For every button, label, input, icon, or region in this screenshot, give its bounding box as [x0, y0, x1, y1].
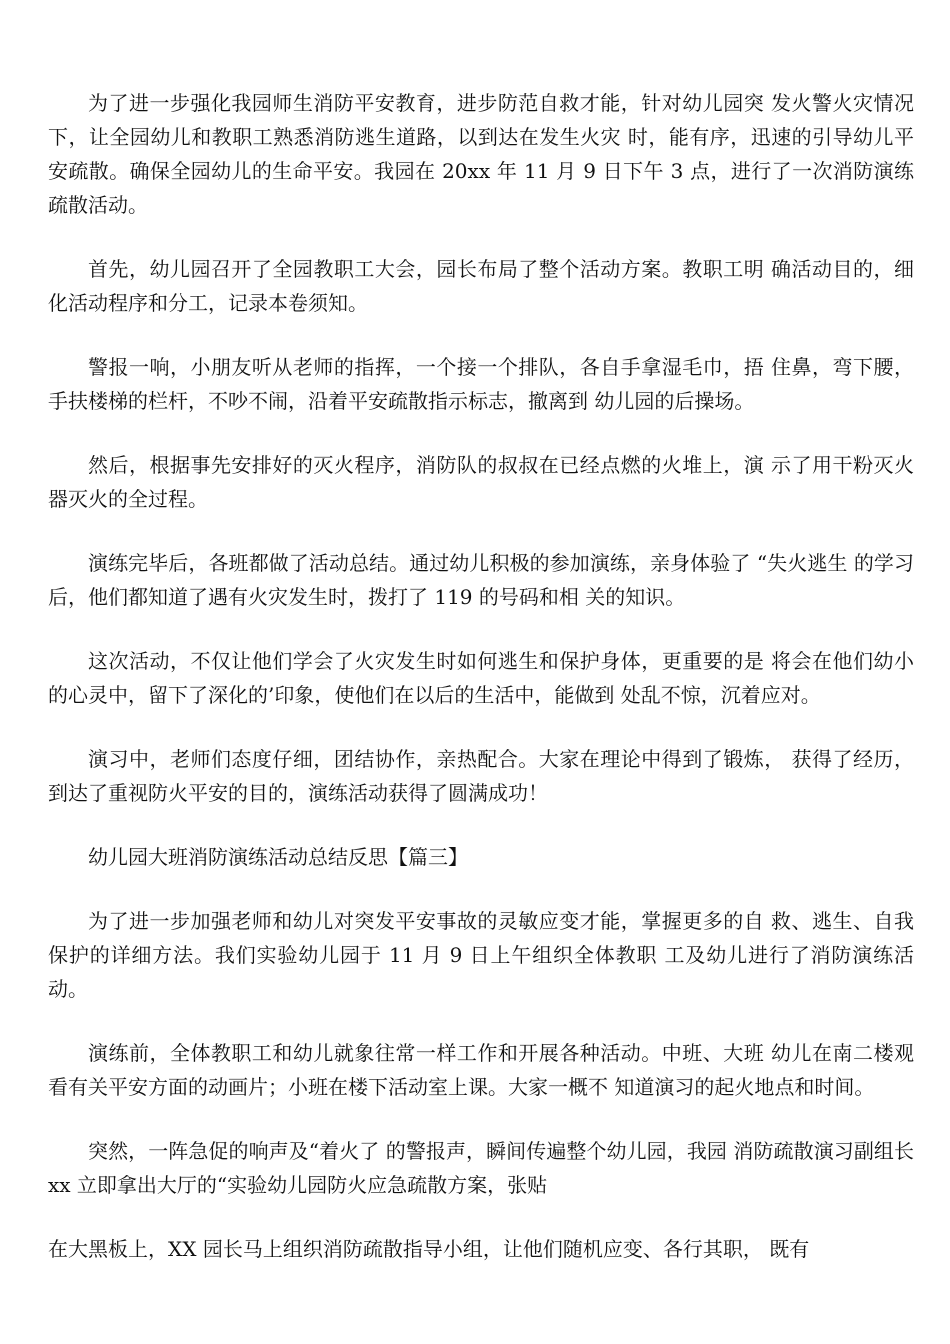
paragraph-summary: 演练完毕后，各班都做了活动总结。通过幼儿积极的参加演练，亲身体验了 “失火逃生 的学习后，他们都知道了遇有火灾发生时，拨打了 119 的号码和相 关的知识。 [48, 551, 914, 609]
paragraph-part3-intro: 为了进一步加强老师和幼儿对突发平安事故的灵敏应变才能，掌握更多的自 救、逃生、自我保护的详细方法。我们实验幼儿园于 11 月 9 日上午组织全体教职 工及幼儿进行了消防演练活动。 [48, 909, 914, 1001]
paragraph-conclusion: 演习中，老师们态度仔细，团结协作，亲热配合。大家在理论中得到了锻炼， 获得了经历，到达了重视防火平安的目的，演练活动获得了圆满成功！ [48, 747, 914, 805]
paragraph-staff-meeting: 首先，幼儿园召开了全园教职工大会，园长布局了整个活动方案。教职工明 确活动目的，细化活动程序和分工，记录本卷须知。 [48, 257, 914, 315]
section-heading: 幼儿园大班消防演练活动总结反思【篇三】 [88, 845, 468, 869]
paragraph-sudden-alarm: 突然，一阵急促的响声及“着火了 的警报声，瞬间传遍整个幼儿园，我园 消防疏散演习副组长 xx 立即拿出大厅的“实验幼儿园防火应急疏散方案，张贴 [48, 1139, 914, 1197]
paragraph-extinguish: 然后，根据事先安排好的灭火程序，消防队的叔叔在已经点燃的火堆上，演 示了用干粉灭火器灭火的全过程。 [48, 453, 914, 511]
document-page [48, 86, 914, 1296]
paragraph-alarm: 警报一响，小朋友听从老师的指挥，一个接一个排队，各自手拿湿毛巾，捂 住鼻，弯下腰，手扶楼梯的栏杆，不吵不闹，沿着平安疏散指示标志，撤离到 幼儿园的后操场。 [48, 355, 914, 413]
paragraph-intro: 为了进一步强化我园师生消防平安教育，进步防范自救才能，针对幼儿园突 发火警火灾情况下，让全园幼儿和教职工熟悉消防逃生道路，以到达在发生火灾 时，能有序，迅速的引导幼儿平安疏散。确保全园幼儿的生命平安。我园在 20xx 年 11 月 9 日下午 3 点，进行了一次消防演练疏散活动。 [48, 91, 914, 217]
paragraph-before-drill: 演练前，全体教职工和幼儿就象往常一样工作和开展各种活动。中班、大班 幼儿在南二楼观看有关平安方面的动画片；小班在楼下活动室上课。大家一概不 知道演习的起火地点和时间。 [48, 1041, 914, 1099]
paragraph-significance: 这次活动，不仅让他们学会了火灾发生时如何逃生和保护身体，更重要的是 将会在他们幼小的心灵中，留下了深化的’印象，使他们在以后的生活中，能做到 处乱不惊，沉着应对。 [48, 649, 914, 707]
paragraph-continuation: 在大黑板上，XX 园长马上组织消防疏散指导小组，让他们随机应变、各行其职， 既有 [48, 1237, 810, 1261]
